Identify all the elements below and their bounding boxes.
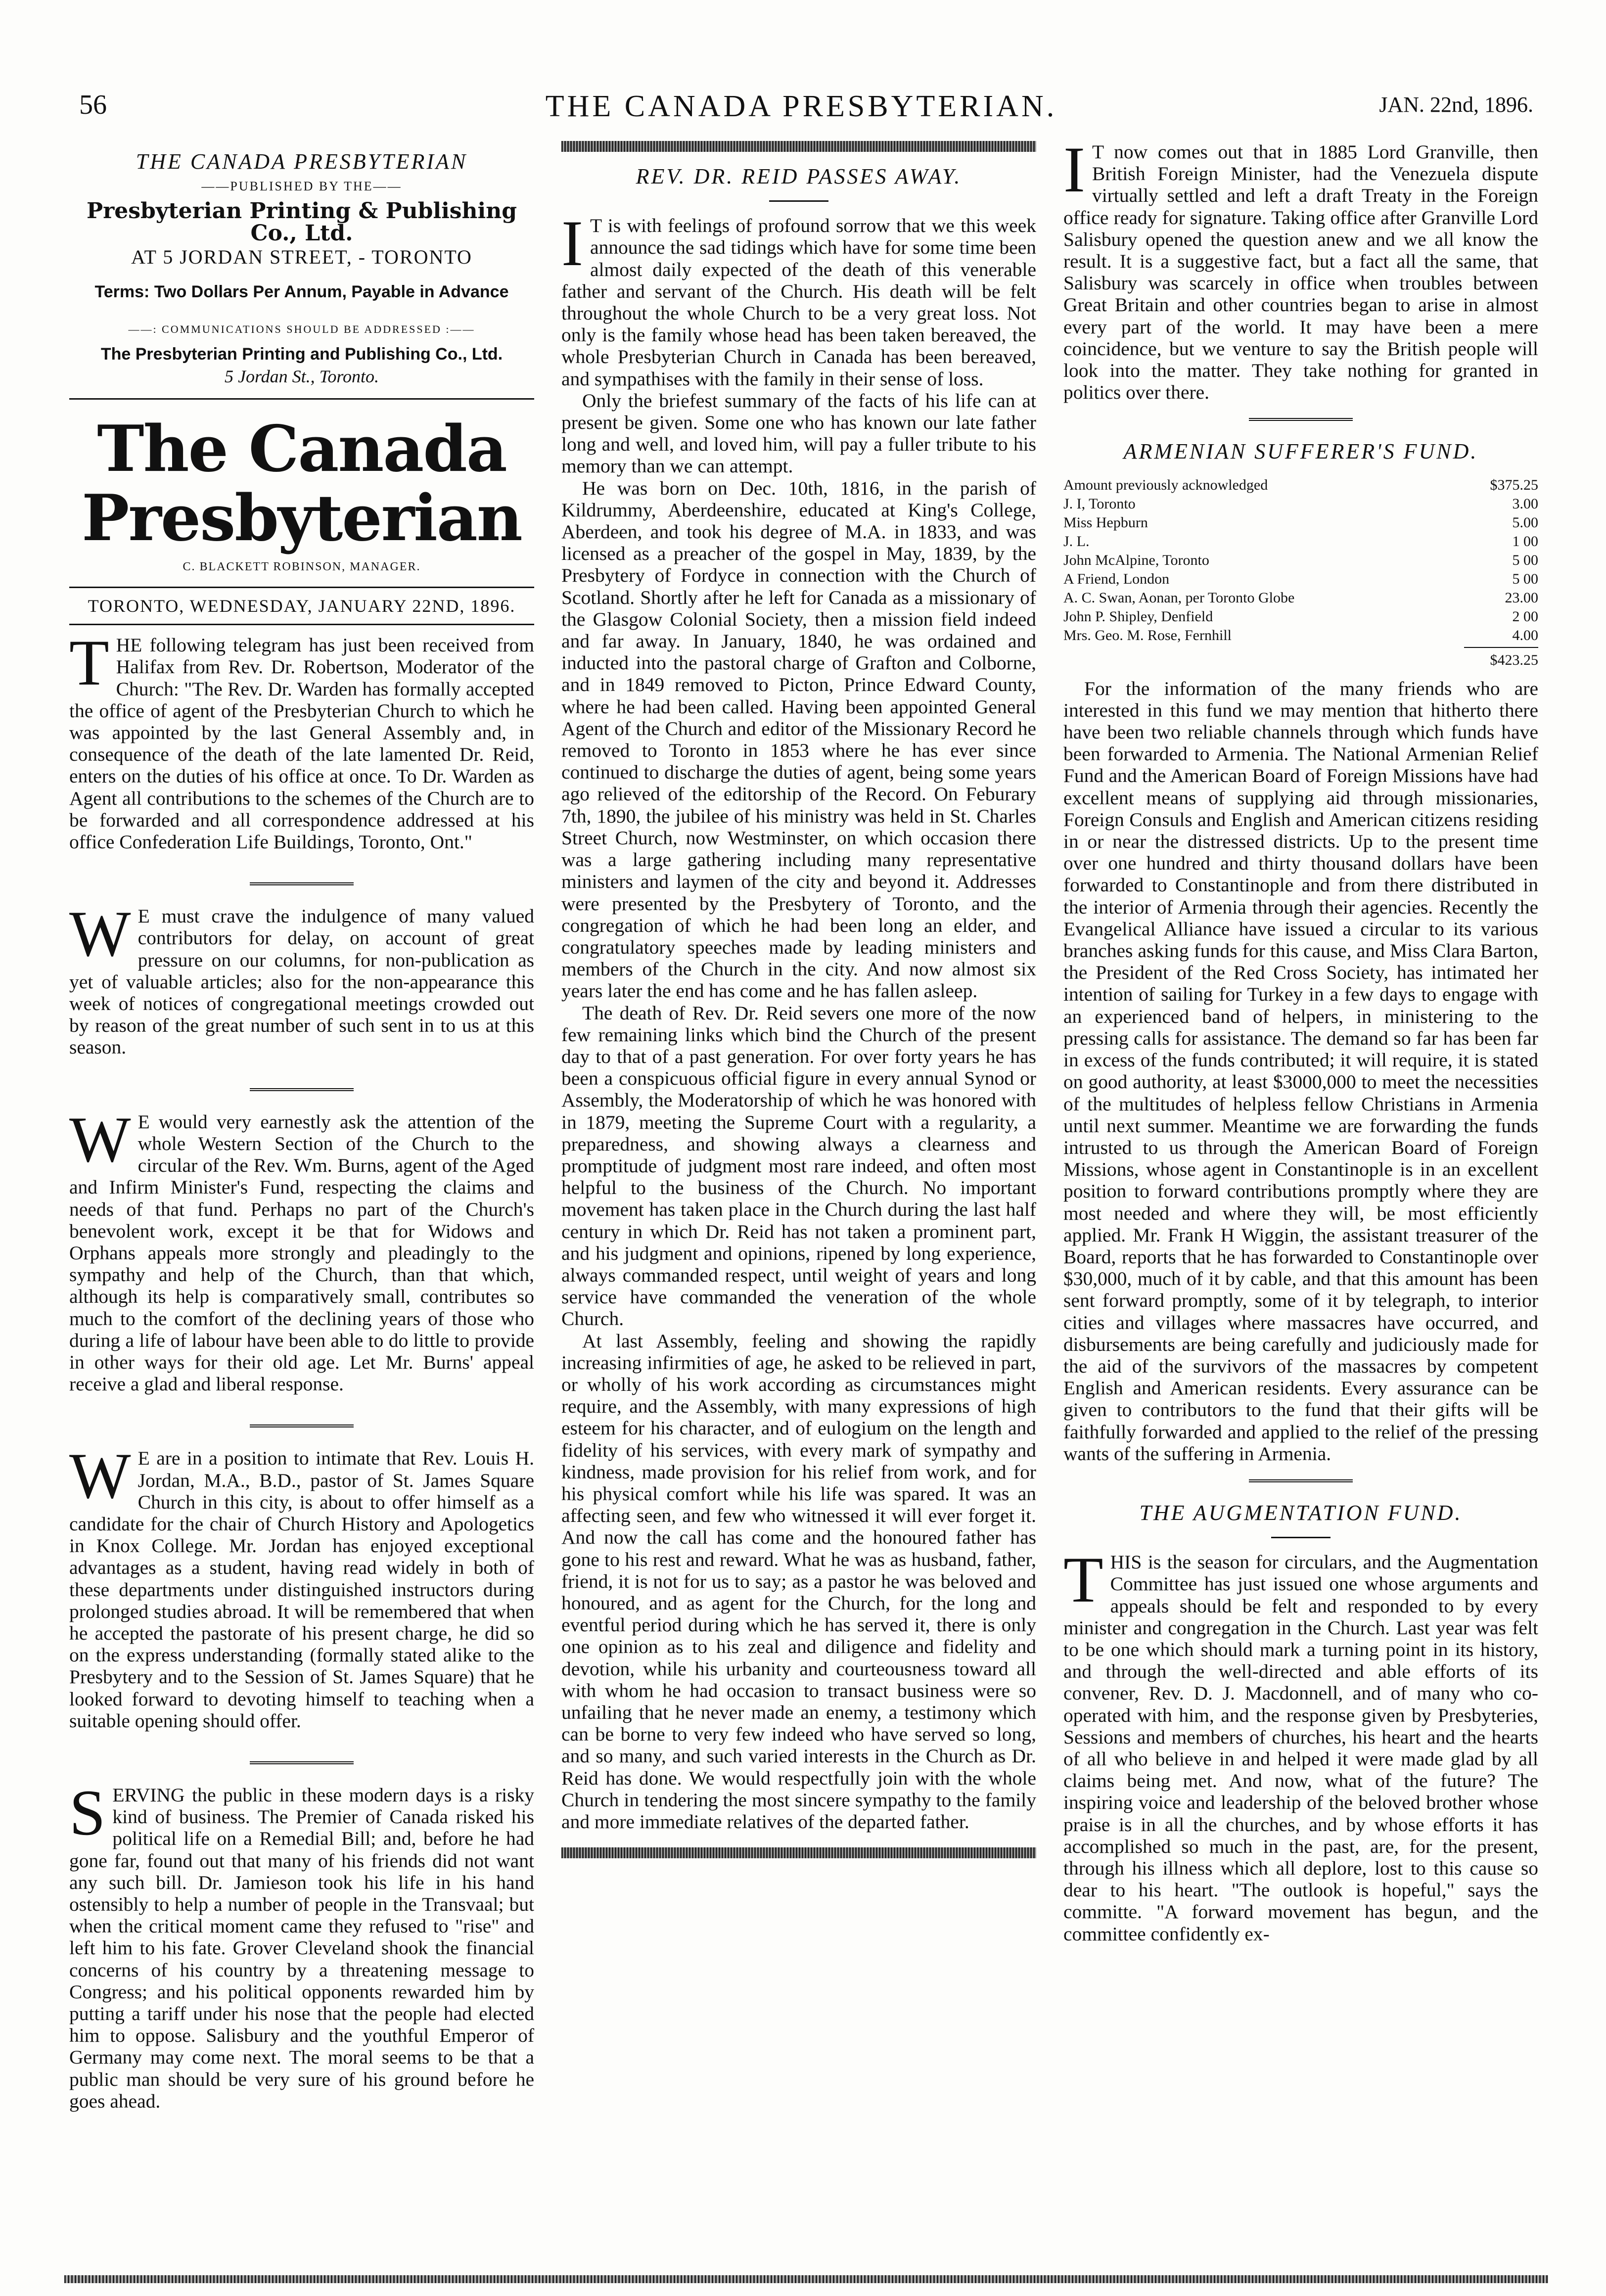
drop-cap: I (561, 207, 583, 280)
masthead-address: AT 5 JORDAN STREET, - TORONTO (131, 245, 472, 268)
article-paragraph: The death of Rev. Dr. Reid severs one more of the now few remaining links which bind the Church of the present day to that of a past generation. For over forty years he has been a conspicuous official figure in every annual Synod or Assembly, the Moderatorship of which he was honored with in 1879, meeting the Supreme Court with a regularity, a preparedness, and showing always a clearness and promptitude of judgment most rare indeed, and often most helpful to the business of the Church. No important movement has taken place in the Church during the last half century in which Dr. Reid has not taken a prominent part, and his judgment and opinions, ripened by long experience, always commanded respect, until weight of years and long service have commanded the veneration of the whole Church. (561, 1002, 1036, 1330)
fund-heading: ARMENIAN SUFFERER'S FUND. (1123, 439, 1478, 464)
list-item: J. I, Toronto 3.00 (1063, 495, 1538, 512)
article-telegram (69, 626, 534, 853)
page-number: 56 (79, 90, 107, 120)
article-text: E would very earnestly ask the attention of the whole Western Section of the Church to the circular of the Rev. Wm. Burns, agent of the Aged and Infirm Minister's Fund, respecting the claims and needs of that fund. Perhaps no part of the Church's benevolent work, except it be that for Widows and Orphans appeals more strongly and pleadingly to the sympathy and help of the Church, than that which, although its help is comparatively small, contributes so much to the comfort of the declining years of those who during a life of labour have been able to do little to provide in other ways for their old age. Let Mr. Burns' appeal receive a glad and liberal response. (69, 1110, 534, 1395)
divider (1271, 1537, 1331, 1538)
divider (769, 200, 828, 202)
drop-cap: W (69, 897, 131, 970)
dateline: TORONTO, WEDNESDAY, JANUARY 22ND, 1896. (69, 587, 534, 625)
masthead-publisher: Presbyterian Printing & Publishing Co., Ltd. (86, 198, 517, 246)
running-date: JAN. 22nd, 1896. (1379, 92, 1533, 117)
manager-line: C. BLACKETT ROBINSON, MANAGER. (183, 560, 421, 573)
article-indulgence (69, 897, 534, 1058)
article-paragraph: Only the briefest summary of the facts of his life can at present be given. Some one who has known our late father long and well, and loved him, will pay a fuller tribute to his memory than we can attempt. (561, 389, 1036, 477)
article-text: E are in a position to intimate that Rev. Louis H. Jordan, M.A., B.D., pastor of St. James Square Church in this city, is about to offer himself as a candidate for the chair of Church History and Apologetics in Knox College. Mr. Jordan has enjoyed exceptional advantages as a student, having read widely in both of these departments under distinguished instructors during prolonged studies abroad. It will be remembered that when he accepted the pastorate of his present charge, he did so on the express understanding (formally stated alike to the Presbytery and to the Session of St. James Square) that he looked forward to devoting himself to teaching when a suitable opening should offer. (69, 1447, 534, 1732)
article-paragraph: At last Assembly, feeling and showing the rapidly increasing infirmities of age, he asked to be relieved in part, or wholly of his work according as circumstances might require, and the Assembly, with many expressions of high esteem for his character, and of eulogium on the length and fidelity of his services, with every mark of sympathy and kindness, made provision for his relief from work, and for his physical comfort while his life was spared. It was an affecting seen, and few who witnessed it will ever forget it. And now the call has come and the honoured father has gone to his rest and reward. What he was as husband, father, friend, it is not for us to say; as a pastor he was beloved and honoured, and as agent for the Church, for the long and eventful period during which he has served it, there is only one opinion as to his zeal and diligence and fidelity and devotion, while his urbanity and courteousness toward all with whom he had occasion to transact business were so unfailing that he never made an enemy, a testimony which can be borne to very few indeed who have served so long, and so many, and such varied interests in the Church as Dr. Reid has done. We would respectfully join with the whole Church in tendering the most sincere sympathy to the family and more immediate relatives of the departed father. (561, 1330, 1036, 1833)
ornament-bar (64, 2275, 1548, 2283)
column-center (561, 141, 1036, 1872)
article-text: T is with feelings of profound sorrow that we this week announce the sad tidings which have for some time been almost daily expected of the death of this venerable father and servant of the Church. His death will be felt throughout the whole Church to be a very great loss. Not only is the family whose head has been taken bereaved, the whole Presbyterian Church in Canada has been bereaved, and sympathises with the family in their sense of loss. (561, 215, 1036, 390)
ornament-bar (561, 141, 1036, 152)
article-text: E must crave the indulgence of many valued contributors for delay, on account of great pressure on our columns, for non-publication as yet of valuable articles; also for the non-appearance this week of notices of congregational meetings crowded out by reason of the great number of such sent in to us at this season. (69, 905, 534, 1058)
list-item: A Friend, London 5 00 (1063, 570, 1538, 587)
article-text: HE following telegram has just been received from Halifax from Rev. Dr. Robertson, Moderator of the Church: "The Rev. Dr. Warden has formally accepted the office of agent of the Presbyterian Church to which he was appointed by the last General Assembly and, in consequence of the death of the late lamented Dr. Reid, enters on the duties of his office at once. To Dr. Warden as Agent all contributions to the schemes of the Church are to be forwarded and all correspondence addressed at his office Confederation Life Buildings, Toronto, Ont." (69, 634, 534, 853)
list-item: A. C. Swan, Aonan, per Toronto Globe 23.00 (1063, 589, 1538, 606)
masthead-street: 5 Jordan St., Toronto. (224, 366, 379, 386)
list-item: John P. Shipley, Denfield 2 00 (1063, 608, 1538, 625)
drop-cap: T (69, 626, 109, 699)
article-paragraph: For the information of the many friends who are interested in this fund we may mention that hitherto there have been two reliable channels through which funds have been forwarded to Armenia. The National Armenian Relief Fund and the American Board of Foreign Missions have had excellent means of supplying aid through missionaries, Foreign Consuls and English and American citizens residing in or near the distressed districts. Up to the present time over one hundred and thirty thousand dollars have been forwarded to Constantinople and from there distributed in the interior of Armenia through their agencies. Recently the Evangelical Alliance have issued a circular to its various branches asking funds for this cause, and Miss Clara Barton, the President of the Red Cross Society, has intimated her intention of sailing for Turkey in a few days to engage with an experienced band of helpers, in ministering to the pressing calls for assistance. The demand so far has been far in excess of the funds contributed; it will require, it is stated on good authority, at least $3000,000 to meet the necessities of the multitudes of helpless fellow Christians in Armenia until next summer. Meantime we are forwarding the funds intrusted to us through the American Board of Foreign Missions, whose agent in Constantinople is in an excellent position to forward contributions promptly where they are most needed and where they will, be most efficiently applied. Mr. Frank H Wiggin, the assistant treasurer of the Board, reports that he has forwarded to Constantinople over $30,000, much of it by cable, and that this amount has been sent forward promptly, some of it by telegraph, to interior cities and villages where massacres have occurred, and disbursements are being carefully and judiciously made for the aid of the survivors of the massacres by competent English and American residents. Every assurance can be given to contributors to the fund that their gifts will be faithfully forwarded and applied to the relief of the pressing wants of the suffering in Armenia. (1063, 677, 1538, 1465)
drop-cap: W (69, 1439, 131, 1513)
article-jordan (69, 1439, 534, 1732)
divider (250, 1424, 354, 1427)
list-item: Miss Hepburn 5.00 (1063, 514, 1538, 531)
nameplate: The Canada Presbyterian (82, 412, 522, 555)
fund-total: $423.25 (1464, 647, 1538, 670)
masthead-title: THE CANADA PRESBYTERIAN (136, 149, 468, 174)
article-serving-public (69, 1776, 534, 2112)
article-aged-infirm-fund (69, 1102, 534, 1395)
list-item: Amount previously acknowledged $375.25 (1063, 476, 1538, 493)
drop-cap: W (69, 1102, 131, 1176)
drop-cap: T (1063, 1543, 1103, 1616)
divider (250, 882, 354, 885)
drop-cap: I (1063, 133, 1085, 206)
list-item: J. L. 1 00 (1063, 533, 1538, 550)
divider (69, 398, 534, 400)
ornament-bar (561, 1847, 1036, 1858)
running-title: THE CANADA PRESBYTERIAN. (545, 90, 1057, 123)
drop-cap: S (69, 1776, 106, 1849)
masthead-published-by: ——PUBLISHED BY THE—— (201, 179, 402, 194)
list-item: Mrs. Geo. M. Rose, Fernhill 4.00 (1063, 627, 1538, 643)
article-paragraph: He was born on Dec. 10th, 1816, in the parish of Kildrummy, Aberdeenshire, educated at King's College, Aberdeen, and took his degree of M.A. in 1833, and was licensed as a preacher of the gospel in May, 1839, by the Presbytery of Fordyce in connection with the Church of Scotland. Shortly after he left for Canada as a missionary of the Glasgow Colonial Society, then a mission field indeed and far away. In January, 1840, he was ordained and inducted into the pastoral charge of Grafton and Colborne, and in 1849 removed to Picton, Prince Edward County, where he had been called. Having been appointed General Agent of the Church and editor of the Missionary Record he removed to Toronto in 1853 where he has ever since continued to discharge the duties of agent, being some years ago relieved of the editorship of the Record. On Feburary 7th, 1890, the jubilee of his ministry was held in St. Charles Street Church, now Westminster, on which occasion there was a large gathering including many representative ministers and laymen of the city and beyond it. Addresses were presented by the Presbytery of Toronto, and the congregation of which he had been long an elder, and congratulatory speeches made by leading ministers and members of the Church in the city. And now almost six years later the end has come and he has fallen asleep. (561, 477, 1036, 1002)
article-heading: THE AUGMENTATION FUND. (1139, 1500, 1463, 1525)
article-heading: REV. DR. REID PASSES AWAY. (636, 164, 962, 188)
divider (1249, 1479, 1353, 1482)
masthead-terms: Terms: Two Dollars Per Annum, Payable in Advance (94, 282, 509, 302)
column-right (1063, 133, 1538, 1945)
article-text: ERVING the public in these modern days is a risky kind of business. The Premier of Canada risked his political life on a Remedial Bill; and, before he had gone far, found out that many of his friends did not want any such bill. Dr. Jamieson took his life in his hand ostensibly to help a number of people in the Transvaal; but when the critical moment came they refused to "rise" and left him to his fate. Grover Cleveland shook the financial concerns of his country by a threatening message to Congress; and his political opponents rewarded him by putting a tariff under his nose that the people had elected him to oppose. Salisbury and the youthful Emperor of Germany may come next. The moral seems to be that a public man should be very sure of his ground before he goes ahead. (69, 1784, 534, 2112)
masthead-communications: ——: COMMUNICATIONS SHOULD BE ADDRESSED :—— (128, 323, 475, 336)
column-left (69, 141, 534, 2142)
article-text: T now comes out that in 1885 Lord Granville, then British Foreign Minister, had the Venezuela dispute virtually settled and left a draft Treaty in the Foreign office ready for signature. Taking office after Granville Lord Salisbury opened the question anew and we all know the result. It is a suggestive fact, but a fact all the same, that Salisbury was scarcely in office when troubles between Great Britain and other countries began to arise in almost every part of the world. It may have been a mere coincidence, but we venture to say the British people will look into the matter. They take nothing for granted in politics over there. (1063, 141, 1538, 404)
divider (250, 1088, 354, 1091)
divider (1249, 418, 1353, 421)
masthead-publisher-address: The Presbyterian Printing and Publishing Co., Ltd. (100, 345, 503, 364)
list-item: John McAlpine, Toronto 5 00 (1063, 551, 1538, 568)
fund-list (1063, 476, 1538, 670)
running-header (69, 89, 1533, 129)
masthead (69, 151, 534, 625)
article-text: HIS is the season for circulars, and the Augmentation Committee has just issued one whose arguments and appeals should be felt and responded to by every minister and congregation in the Church. Last year was felt to be one which should mark a turning point in its history, and through the well-directed and able efforts of its convener, Rev. D. J. Macdonnell, and of many who co-operated with him, and the response given by Presbyteries, Sessions and members of churches, his heart and the hearts of all who believe in and helped it were made glad by all claims being met. And now, what of the future? The inspiring voice and leadership of the beloved brother whose praise is in all the churches, and by whose efforts it has accomplished so much in the past, are, for the present, through his illness which all deplore, lost to this cause so dear to his heart. "The outlook is hopeful," says the committe. "A forward movement has begun, and the committee confidently ex- (1063, 1551, 1538, 1945)
divider (250, 1761, 354, 1764)
